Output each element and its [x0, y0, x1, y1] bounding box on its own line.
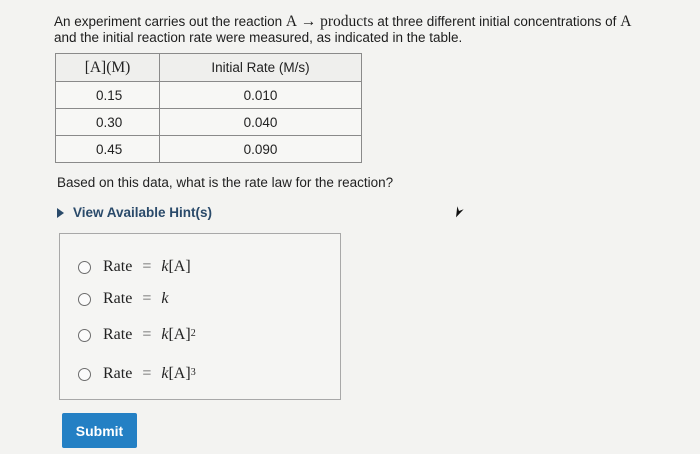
- answer-options: [59, 233, 341, 400]
- answer-option[interactable]: Rate = k [A] $^3$: [78, 365, 196, 383]
- submit-button[interactable]: Submit: [62, 413, 137, 448]
- answer-option[interactable]: Rate = k: [78, 290, 168, 308]
- table-cell: 0.040: [160, 109, 362, 136]
- answer-option[interactable]: Rate = k [A] $^2$: [78, 326, 196, 344]
- table-cell: 0.010: [160, 82, 362, 109]
- column-header-initial-rate: Initial Rate (M/s): [160, 54, 362, 82]
- table-row: [56, 136, 362, 163]
- reaction-products: products: [320, 13, 374, 30]
- question-text: An experiment carries out the reaction A → products at three different initial concentrations of A and the initial reaction rate were measured, as indicated in the table.: [54, 13, 632, 45]
- species-label: A: [620, 13, 632, 30]
- table-cell: 0.30: [56, 109, 160, 136]
- answer-option[interactable]: Rate = k [A]: [78, 258, 191, 276]
- caret-right-icon: [57, 208, 64, 218]
- radio-button[interactable]: [78, 293, 91, 306]
- table-cell: 0.090: [160, 136, 362, 163]
- reaction-arrow: →: [300, 13, 317, 30]
- radio-button[interactable]: [78, 368, 91, 381]
- question-prompt: Based on this data, what is the rate law for the reaction?: [57, 175, 394, 190]
- table-cell: 0.45: [56, 136, 160, 163]
- view-hints-label: View Available Hint(s): [73, 205, 213, 220]
- table-row: [56, 109, 362, 136]
- view-hints-toggle[interactable]: [57, 205, 212, 220]
- table-cell: 0.15: [56, 82, 160, 109]
- table-row: [56, 82, 362, 109]
- column-header-concentration: [A](M): [56, 54, 160, 82]
- reaction-reactant: A: [285, 13, 298, 30]
- data-table: [55, 53, 362, 163]
- radio-button[interactable]: [78, 261, 91, 274]
- mouse-cursor-icon: [452, 204, 466, 218]
- radio-button[interactable]: [78, 329, 91, 342]
- table-header-row: [56, 54, 362, 82]
